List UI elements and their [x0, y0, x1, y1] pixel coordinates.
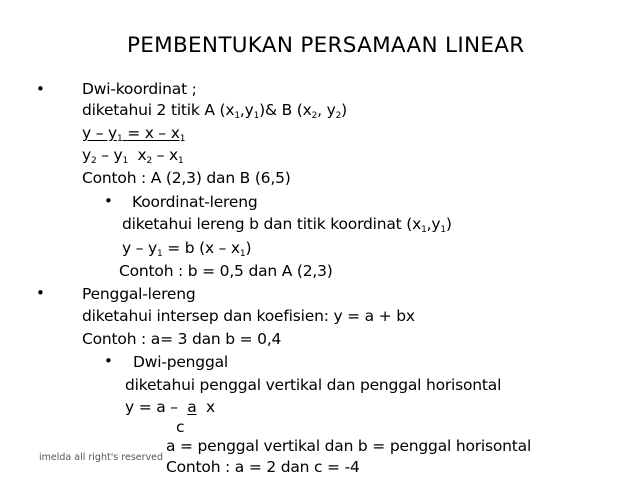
koordinat-lereng-given: diketahui lereng b dan titik koordinat $(x_1,y_1)$ [122, 215, 452, 235]
two-point-formula-denominator: $y_2 - y_1$ $x_2 - x_1$ [82, 146, 184, 166]
bullet-marker: • [36, 284, 45, 302]
copyright-footer: imelda all right's reserved [39, 452, 164, 463]
penggal-lereng-given: diketahui intersep dan koefisien: y = a + bx [82, 307, 415, 325]
intercept-formula-denominator: c [176, 418, 185, 436]
dwi-penggal-given: diketahui penggal vertikal dan penggal horisontal [125, 376, 502, 394]
dwi-koordinat-example: Contoh : A (2,3) dan B (6,5) [82, 169, 291, 187]
penggal-lereng-example: Contoh : a= 3 dan b = 0,4 [82, 330, 282, 348]
two-point-formula-numerator: $y - y_1 = x - x_1$ [82, 124, 186, 144]
slide-title: PEMBENTUKAN PERSAMAAN LINEAR [127, 33, 525, 58]
bullet-marker: • [104, 352, 113, 370]
koordinat-lereng-heading: Koordinat-lereng [132, 193, 258, 211]
bullet-marker: • [104, 192, 113, 210]
dwi-penggal-example: Contoh : a = 2 dan c = -4 [166, 458, 360, 476]
dwi-penggal-heading: Dwi-penggal [133, 353, 228, 371]
intercept-formula-top: y = a – a x [125, 398, 216, 416]
penggal-lereng-heading: Penggal-lereng [82, 285, 196, 303]
koordinat-lereng-example: Contoh : b = 0,5 dan A (2,3) [119, 262, 333, 280]
dwi-koordinat-heading: Dwi-koordinat ; [82, 80, 197, 98]
bullet-marker: • [36, 80, 45, 98]
dwi-koordinat-given: diketahui 2 titik A $(x_1,y_1)\&$ B ($x_2$, $y_2$) [82, 101, 347, 121]
dwi-penggal-meaning: a = penggal vertikal dan b = penggal horisontal [166, 437, 532, 455]
point-slope-formula: $y - y_1 = b$ $(x - x_1)$ [122, 239, 252, 259]
